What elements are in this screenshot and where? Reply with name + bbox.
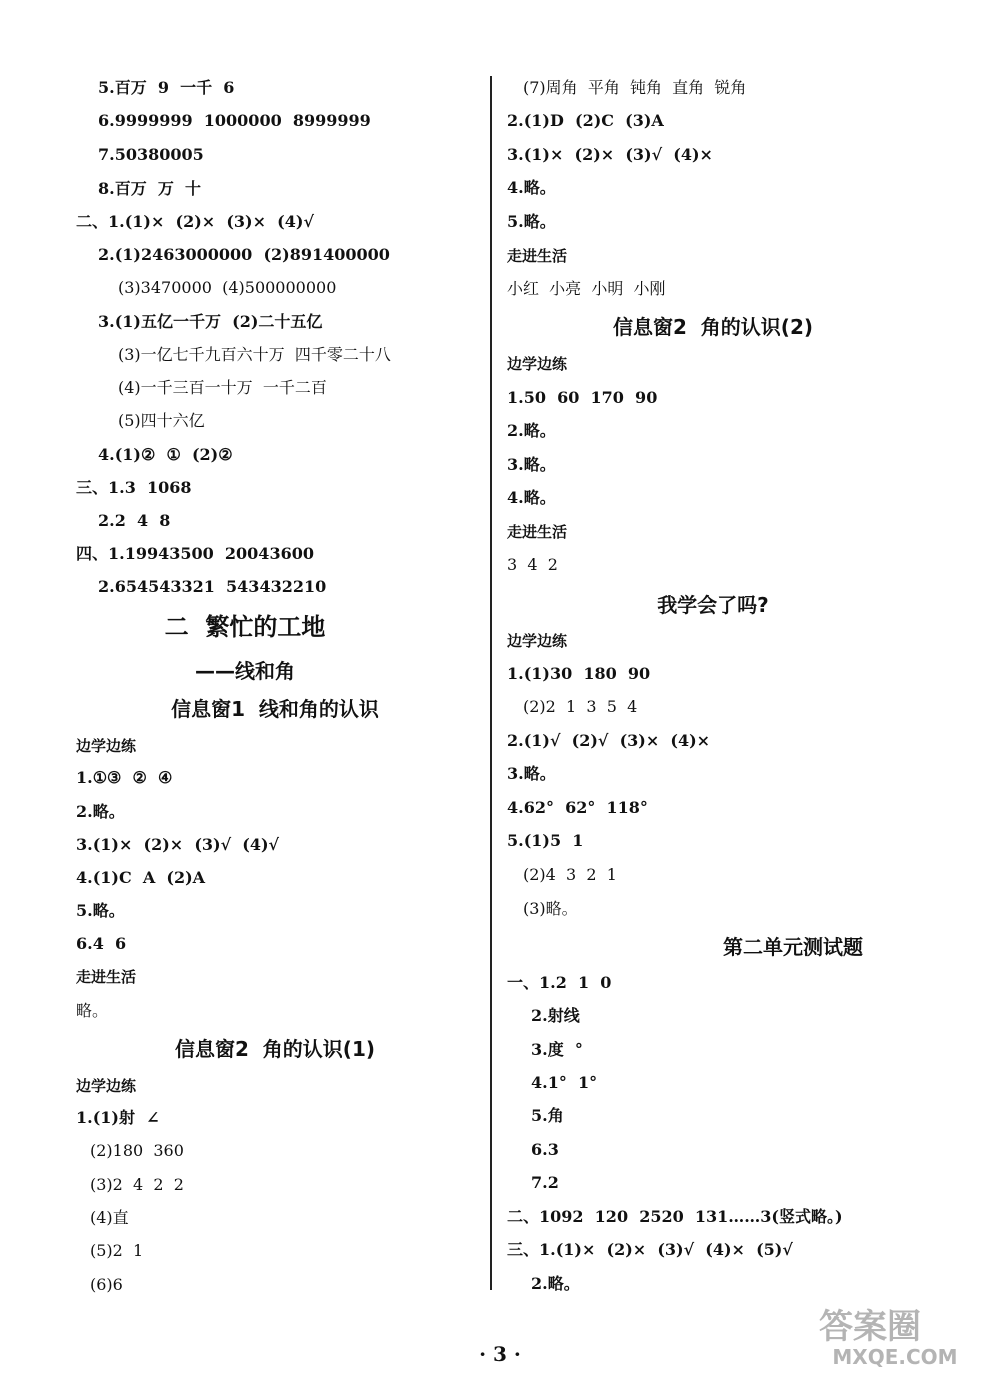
answer-line: 8.百万 万 十 bbox=[98, 179, 201, 198]
answer-line: 3.(1)× (2)× (3)√ (4)× bbox=[507, 145, 713, 164]
life-title: 走进生活 bbox=[507, 523, 568, 541]
answer-line: 4.(1)C A (2)A bbox=[76, 868, 206, 887]
answer-line: 5.百万 9 一千 6 bbox=[98, 78, 235, 97]
unit-subtitle: ——线和角 bbox=[195, 659, 295, 683]
answer-line: 小红 小亮 小明 小刚 bbox=[507, 279, 666, 298]
answer-line: 三、1.(1)× (2)× (3)√ (4)× (5)√ bbox=[507, 1240, 793, 1259]
column-divider bbox=[490, 76, 492, 1290]
answer-line: 5.角 bbox=[531, 1106, 564, 1125]
answer-line: (3)一亿七千九百六十万 四千零二十八 bbox=[118, 345, 391, 364]
section-subtitle: 边学边练 bbox=[76, 737, 137, 755]
unit-title: 二 繁忙的工地 bbox=[164, 613, 326, 641]
answer-line: (4)直 bbox=[90, 1208, 129, 1227]
answer-line: 2.(1)2463000000 (2)891400000 bbox=[98, 245, 390, 264]
answer-line: 三、1.3 1068 bbox=[76, 478, 192, 497]
answer-line: 3 4 2 bbox=[507, 555, 558, 574]
answer-line: (2)180 360 bbox=[90, 1141, 184, 1160]
answer-line: (3)2 4 2 2 bbox=[90, 1175, 184, 1194]
answer-line: 4.略。 bbox=[507, 488, 556, 507]
answer-line: 4.62° 62° 118° bbox=[507, 798, 648, 817]
answer-line: 2.654543321 543432210 bbox=[98, 577, 327, 596]
answer-line: 3.(1)五亿一千万 (2)二十五亿 bbox=[98, 312, 323, 331]
answer-line: 3.略。 bbox=[507, 764, 556, 783]
answer-line: 7.50380005 bbox=[98, 145, 204, 164]
answer-line: 4.略。 bbox=[507, 178, 556, 197]
answer-line: 3.(1)× (2)× (3)√ (4)√ bbox=[76, 835, 280, 854]
answer-line: 5.略。 bbox=[507, 212, 556, 231]
answer-line: (3)3470000 (4)500000000 bbox=[118, 278, 337, 297]
answer-line: 1.50 60 170 90 bbox=[507, 388, 658, 407]
section-subtitle: 边学边练 bbox=[507, 632, 568, 650]
answer-line: (4)一千三百一十万 一千二百 bbox=[118, 378, 327, 397]
answer-line: 1.①③ ② ④ bbox=[76, 768, 173, 787]
answer-line: 略。 bbox=[76, 1001, 109, 1020]
answer-line: (5)2 1 bbox=[90, 1241, 144, 1260]
answer-line: 2.(1)√ (2)√ (3)× (4)× bbox=[507, 731, 711, 750]
answer-line: 5.(1)5 1 bbox=[507, 831, 584, 850]
life-title: 走进生活 bbox=[507, 247, 568, 265]
answer-line: 1.(1)射 ∠ bbox=[76, 1108, 160, 1127]
answer-line: 四、1.19943500 20043600 bbox=[76, 544, 314, 563]
section-title: 信息窗1 线和角的认识 bbox=[171, 697, 379, 721]
answer-line: 2.略。 bbox=[507, 421, 556, 440]
section-subtitle: 边学边练 bbox=[76, 1077, 137, 1095]
life-title: 走进生活 bbox=[76, 968, 137, 986]
answer-line: (3)略。 bbox=[523, 899, 578, 918]
answer-line: 5.略。 bbox=[76, 901, 125, 920]
answer-line: 2.(1)D (2)C (3)A bbox=[507, 111, 664, 130]
answer-line: 4.1° 1° bbox=[531, 1073, 598, 1092]
section-title: 信息窗2 角的认识(1) bbox=[174, 1037, 376, 1061]
answer-line: (7)周角 平角 钝角 直角 锐角 bbox=[523, 78, 747, 97]
section-title: 信息窗2 角的认识(2) bbox=[612, 315, 814, 339]
answer-line: (2)4 3 2 1 bbox=[523, 865, 617, 884]
answer-line: 7.2 bbox=[531, 1173, 559, 1192]
answer-line: 2.射线 bbox=[531, 1006, 580, 1025]
watermark-logo bbox=[800, 1294, 990, 1368]
answer-line: 二、1.(1)× (2)× (3)× (4)√ bbox=[76, 212, 314, 231]
section-title: 第二单元测试题 bbox=[723, 935, 863, 959]
answer-line: 4.(1)② ① (2)② bbox=[98, 445, 233, 464]
answer-line: (2)2 1 3 5 4 bbox=[523, 697, 638, 716]
section-subtitle: 边学边练 bbox=[507, 355, 568, 373]
answer-line: (5)四十六亿 bbox=[118, 411, 205, 430]
answer-line: 6.9999999 1000000 8999999 bbox=[98, 111, 371, 130]
answer-line: 2.2 4 8 bbox=[98, 511, 171, 530]
answer-line: (6)6 bbox=[90, 1275, 123, 1294]
answer-line: 2.略。 bbox=[531, 1274, 580, 1293]
answer-line: 3.度 ° bbox=[531, 1040, 583, 1059]
answer-line: 2.略。 bbox=[76, 802, 125, 821]
page-number: · 3 · bbox=[479, 1342, 521, 1366]
answer-line: 3.略。 bbox=[507, 455, 556, 474]
answer-line: 一、1.2 1 0 bbox=[507, 973, 612, 992]
section-title: 我学会了吗? bbox=[657, 593, 769, 617]
answer-line: 1.(1)30 180 90 bbox=[507, 664, 651, 683]
answer-line: 二、1092 120 2520 131……3(竖式略。) bbox=[507, 1207, 843, 1226]
watermark-text: 答案圈 bbox=[819, 1307, 921, 1347]
answer-line: 6.4 6 bbox=[76, 934, 127, 953]
watermark-url: MXQE.COM bbox=[832, 1345, 958, 1368]
answer-line: 6.3 bbox=[531, 1140, 559, 1159]
